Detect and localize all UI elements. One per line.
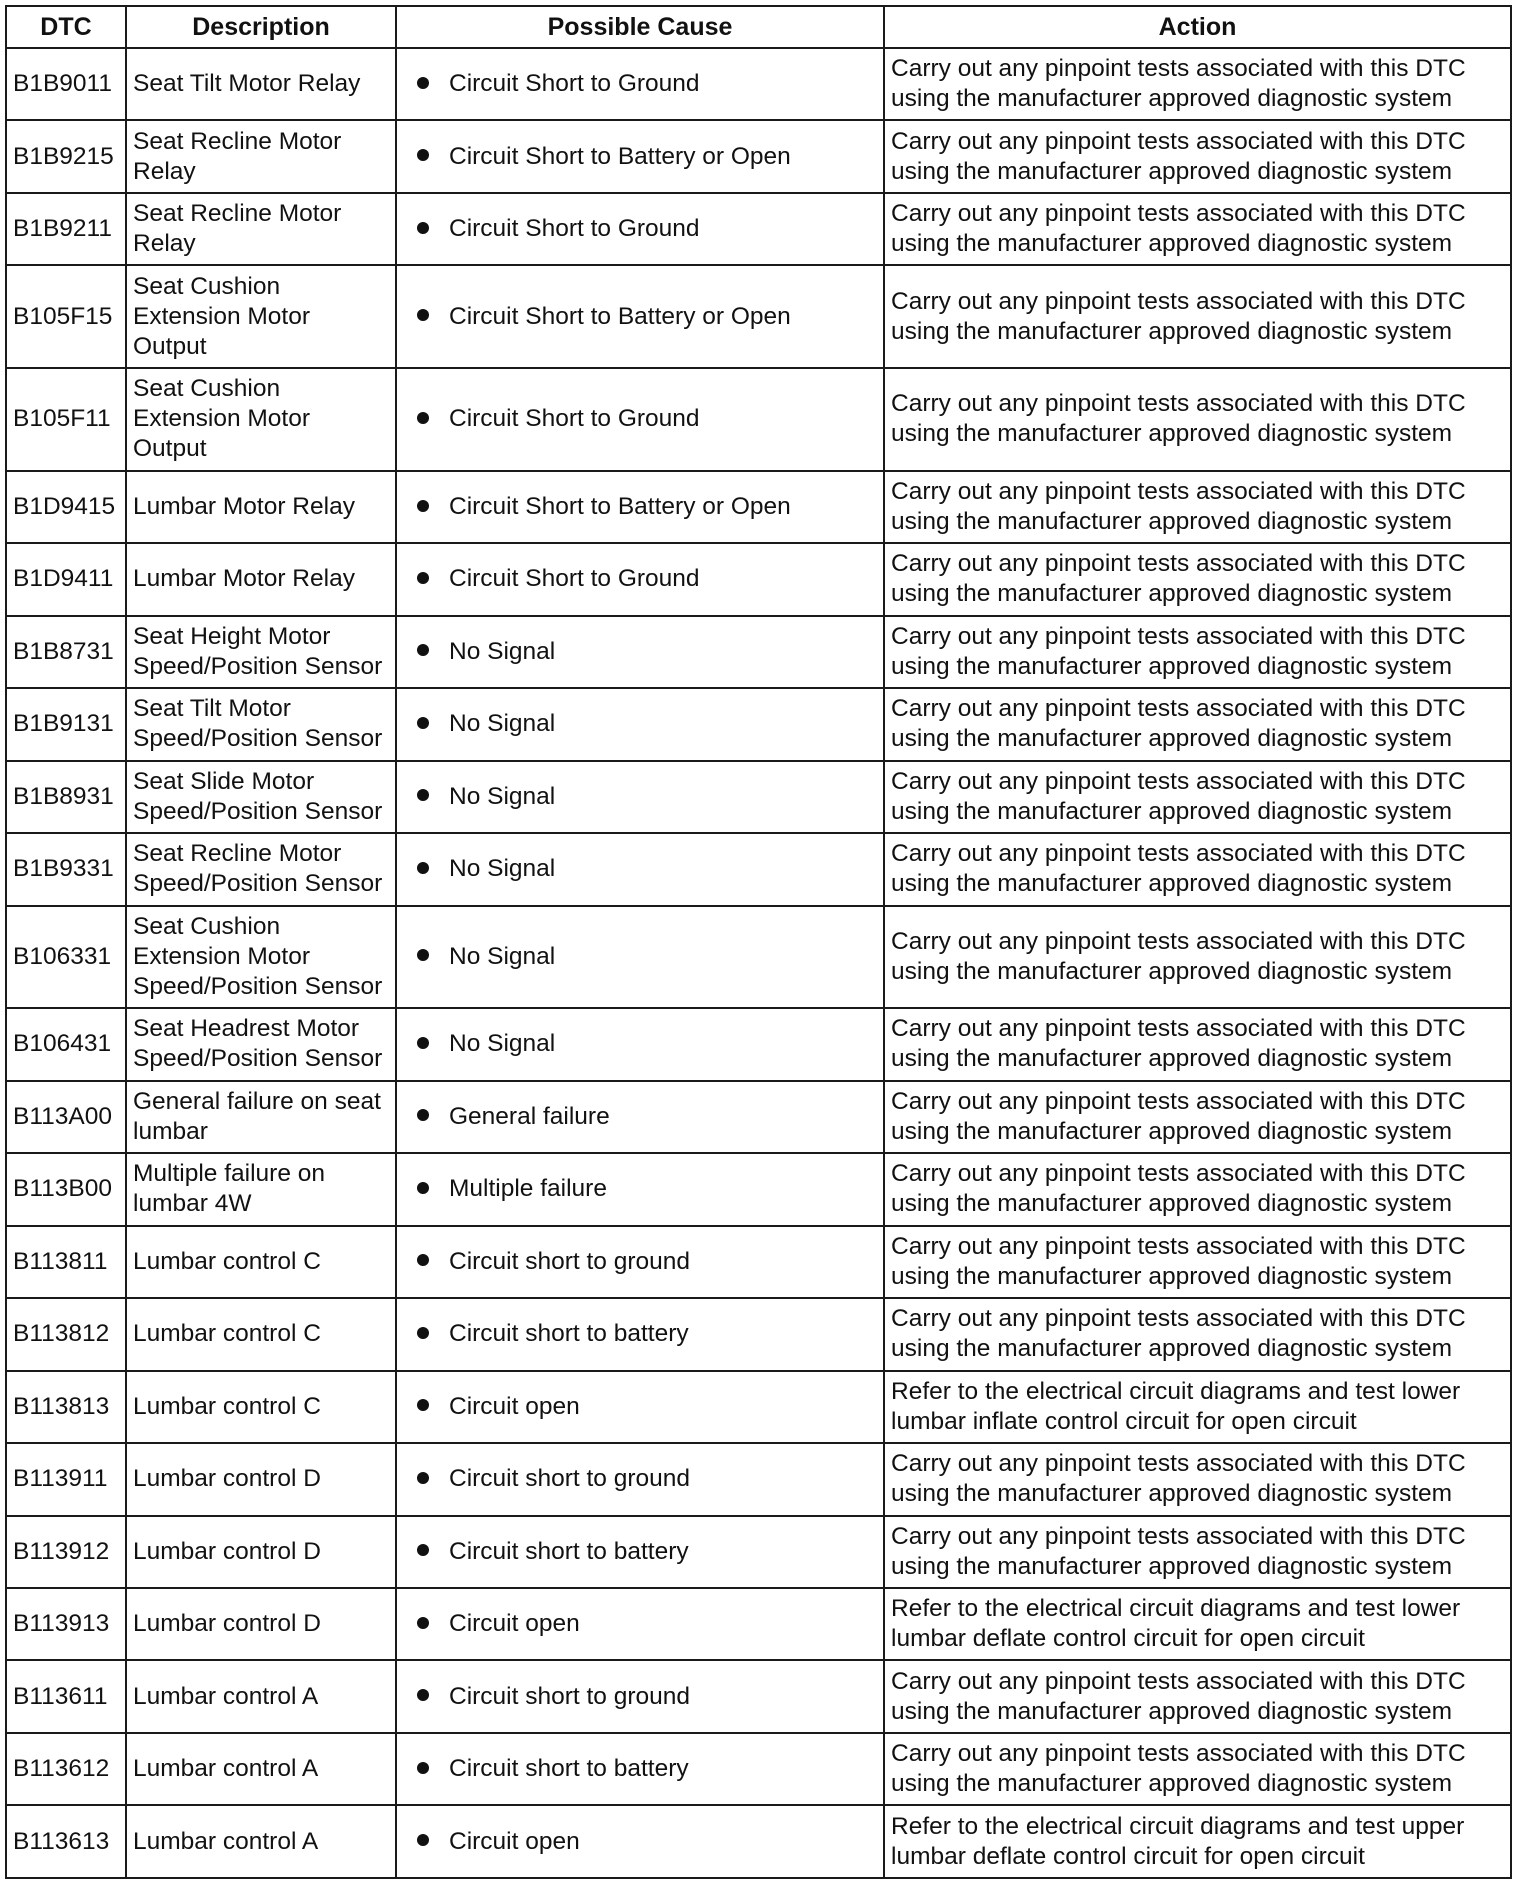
header-possible-cause: Possible Cause bbox=[396, 6, 884, 48]
possible-cause-text: Circuit Short to Ground bbox=[449, 70, 700, 98]
possible-cause-cell bbox=[396, 688, 884, 760]
possible-cause-cell bbox=[396, 1008, 884, 1080]
action-text: Carry out any pinpoint tests associated with this DTC using the manufacturer approved diagnostic system bbox=[884, 1081, 1511, 1153]
bullet-icon bbox=[417, 1109, 429, 1121]
dtc-code: B1B9215 bbox=[6, 120, 126, 192]
dtc-code: B1B9211 bbox=[6, 193, 126, 265]
possible-cause-cell bbox=[396, 543, 884, 615]
possible-cause-cell bbox=[396, 368, 884, 471]
header-description: Description bbox=[126, 6, 396, 48]
table-row bbox=[6, 906, 1511, 1009]
possible-cause-cell bbox=[396, 1805, 884, 1878]
possible-cause-cell bbox=[396, 265, 884, 368]
possible-cause-text: Circuit open bbox=[449, 1610, 580, 1638]
possible-cause-text: Circuit Short to Battery or Open bbox=[449, 302, 791, 330]
header-dtc: DTC bbox=[6, 6, 126, 48]
bullet-icon bbox=[417, 1327, 429, 1339]
action-text: Carry out any pinpoint tests associated with this DTC using the manufacturer approved diagnostic system bbox=[884, 471, 1511, 543]
dtc-description: Seat Tilt Motor Speed/Position Sensor bbox=[126, 688, 396, 760]
dtc-description: Lumbar control A bbox=[126, 1805, 396, 1878]
action-text: Carry out any pinpoint tests associated with this DTC using the manufacturer approved diagnostic system bbox=[884, 833, 1511, 905]
table-row bbox=[6, 761, 1511, 833]
dtc-description: Seat Recline Motor Speed/Position Sensor bbox=[126, 833, 396, 905]
dtc-code: B1B8731 bbox=[6, 616, 126, 688]
dtc-code: B1B9331 bbox=[6, 833, 126, 905]
action-text: Carry out any pinpoint tests associated with this DTC using the manufacturer approved diagnostic system bbox=[884, 48, 1511, 120]
possible-cause-text: No Signal bbox=[449, 710, 556, 738]
dtc-description: Lumbar control A bbox=[126, 1733, 396, 1805]
possible-cause-cell bbox=[396, 833, 884, 905]
possible-cause-cell bbox=[396, 1443, 884, 1515]
possible-cause-text: Circuit short to ground bbox=[449, 1682, 691, 1710]
dtc-description: Seat Cushion Extension Motor Output bbox=[126, 368, 396, 471]
bullet-icon bbox=[417, 412, 429, 424]
action-text: Carry out any pinpoint tests associated with this DTC using the manufacturer approved diagnostic system bbox=[884, 368, 1511, 471]
possible-cause-cell bbox=[396, 1371, 884, 1443]
dtc-description: Multiple failure on lumbar 4W bbox=[126, 1153, 396, 1225]
table-row bbox=[6, 616, 1511, 688]
possible-cause-text: Circuit open bbox=[449, 1392, 580, 1420]
action-text: Carry out any pinpoint tests associated with this DTC using the manufacturer approved diagnostic system bbox=[884, 1733, 1511, 1805]
bullet-icon bbox=[417, 789, 429, 801]
bullet-icon bbox=[417, 222, 429, 234]
bullet-icon bbox=[417, 1182, 429, 1194]
table-row bbox=[6, 1298, 1511, 1370]
possible-cause-text: Circuit Short to Ground bbox=[449, 215, 700, 243]
dtc-description: Seat Recline Motor Relay bbox=[126, 193, 396, 265]
possible-cause-text: Circuit short to battery bbox=[449, 1537, 689, 1565]
bullet-icon bbox=[417, 1834, 429, 1846]
possible-cause-cell bbox=[396, 471, 884, 543]
possible-cause-text: Circuit Short to Ground bbox=[449, 565, 700, 593]
table-row bbox=[6, 1226, 1511, 1298]
table-row bbox=[6, 471, 1511, 543]
table-row bbox=[6, 1516, 1511, 1588]
bullet-icon bbox=[417, 1762, 429, 1774]
bullet-icon bbox=[417, 149, 429, 161]
table-row bbox=[6, 1153, 1511, 1225]
dtc-code: B113811 bbox=[6, 1226, 126, 1298]
table-row bbox=[6, 1660, 1511, 1732]
dtc-description: Lumbar control C bbox=[126, 1298, 396, 1370]
dtc-code: B113612 bbox=[6, 1733, 126, 1805]
possible-cause-cell bbox=[396, 616, 884, 688]
possible-cause-text: Multiple failure bbox=[449, 1175, 607, 1203]
table-header bbox=[6, 6, 1511, 48]
table-row bbox=[6, 1805, 1511, 1878]
possible-cause-text: Circuit Short to Ground bbox=[449, 405, 700, 433]
dtc-code: B113911 bbox=[6, 1443, 126, 1515]
table-row bbox=[6, 48, 1511, 120]
dtc-code: B113611 bbox=[6, 1660, 126, 1732]
table-row bbox=[6, 1008, 1511, 1080]
possible-cause-cell bbox=[396, 1733, 884, 1805]
possible-cause-text: No Signal bbox=[449, 1030, 556, 1058]
dtc-description: Lumbar Motor Relay bbox=[126, 543, 396, 615]
bullet-icon bbox=[417, 572, 429, 584]
dtc-table bbox=[5, 5, 1512, 1879]
action-text: Carry out any pinpoint tests associated with this DTC using the manufacturer approved diagnostic system bbox=[884, 120, 1511, 192]
possible-cause-cell bbox=[396, 193, 884, 265]
dtc-code: B113B00 bbox=[6, 1153, 126, 1225]
bullet-icon bbox=[417, 644, 429, 656]
dtc-description: General failure on seat lumbar bbox=[126, 1081, 396, 1153]
possible-cause-cell bbox=[396, 1226, 884, 1298]
dtc-description: Seat Height Motor Speed/Position Sensor bbox=[126, 616, 396, 688]
dtc-description: Lumbar control D bbox=[126, 1516, 396, 1588]
dtc-description: Lumbar control C bbox=[126, 1226, 396, 1298]
dtc-description: Seat Cushion Extension Motor Speed/Position Sensor bbox=[126, 906, 396, 1009]
possible-cause-cell bbox=[396, 1081, 884, 1153]
bullet-icon bbox=[417, 862, 429, 874]
dtc-code: B106331 bbox=[6, 906, 126, 1009]
dtc-code: B1D9415 bbox=[6, 471, 126, 543]
action-text: Refer to the electrical circuit diagrams and test lower lumbar deflate control circuit for open circuit bbox=[884, 1588, 1511, 1660]
bullet-icon bbox=[417, 1037, 429, 1049]
table-row bbox=[6, 688, 1511, 760]
dtc-code: B113A00 bbox=[6, 1081, 126, 1153]
table-body bbox=[6, 48, 1511, 1878]
action-text: Carry out any pinpoint tests associated with this DTC using the manufacturer approved diagnostic system bbox=[884, 616, 1511, 688]
dtc-code: B1B9131 bbox=[6, 688, 126, 760]
possible-cause-text: No Signal bbox=[449, 942, 556, 970]
dtc-description: Seat Headrest Motor Speed/Position Sensor bbox=[126, 1008, 396, 1080]
dtc-description: Seat Cushion Extension Motor Output bbox=[126, 265, 396, 368]
dtc-code: B105F15 bbox=[6, 265, 126, 368]
dtc-description: Lumbar control A bbox=[126, 1660, 396, 1732]
dtc-code: B113913 bbox=[6, 1588, 126, 1660]
table-row bbox=[6, 1081, 1511, 1153]
possible-cause-cell bbox=[396, 1153, 884, 1225]
dtc-description: Seat Recline Motor Relay bbox=[126, 120, 396, 192]
table-row bbox=[6, 1588, 1511, 1660]
action-text: Carry out any pinpoint tests associated with this DTC using the manufacturer approved diagnostic system bbox=[884, 761, 1511, 833]
bullet-icon bbox=[417, 77, 429, 89]
possible-cause-cell bbox=[396, 120, 884, 192]
table-row bbox=[6, 543, 1511, 615]
possible-cause-text: No Signal bbox=[449, 637, 556, 665]
possible-cause-cell bbox=[396, 1588, 884, 1660]
action-text: Carry out any pinpoint tests associated with this DTC using the manufacturer approved diagnostic system bbox=[884, 1226, 1511, 1298]
dtc-description: Lumbar control D bbox=[126, 1588, 396, 1660]
dtc-code: B113613 bbox=[6, 1805, 126, 1878]
possible-cause-text: No Signal bbox=[449, 782, 556, 810]
dtc-code: B113812 bbox=[6, 1298, 126, 1370]
action-text: Carry out any pinpoint tests associated with this DTC using the manufacturer approved diagnostic system bbox=[884, 1660, 1511, 1732]
dtc-code: B106431 bbox=[6, 1008, 126, 1080]
possible-cause-text: Circuit Short to Battery or Open bbox=[449, 492, 791, 520]
action-text: Carry out any pinpoint tests associated with this DTC using the manufacturer approved diagnostic system bbox=[884, 1298, 1511, 1370]
bullet-icon bbox=[417, 1472, 429, 1484]
action-text: Carry out any pinpoint tests associated with this DTC using the manufacturer approved diagnostic system bbox=[884, 1516, 1511, 1588]
possible-cause-cell bbox=[396, 48, 884, 120]
dtc-description: Seat Tilt Motor Relay bbox=[126, 48, 396, 120]
action-text: Carry out any pinpoint tests associated with this DTC using the manufacturer approved diagnostic system bbox=[884, 906, 1511, 1009]
header-action: Action bbox=[884, 6, 1511, 48]
bullet-icon bbox=[417, 1689, 429, 1701]
action-text: Carry out any pinpoint tests associated with this DTC using the manufacturer approved diagnostic system bbox=[884, 1443, 1511, 1515]
dtc-code: B113813 bbox=[6, 1371, 126, 1443]
table-row bbox=[6, 265, 1511, 368]
table-row bbox=[6, 833, 1511, 905]
possible-cause-text: Circuit short to ground bbox=[449, 1465, 691, 1493]
action-text: Carry out any pinpoint tests associated with this DTC using the manufacturer approved diagnostic system bbox=[884, 1153, 1511, 1225]
action-text: Refer to the electrical circuit diagrams and test lower lumbar inflate control circuit for open circuit bbox=[884, 1371, 1511, 1443]
bullet-icon bbox=[417, 717, 429, 729]
dtc-description: Lumbar Motor Relay bbox=[126, 471, 396, 543]
bullet-icon bbox=[417, 1544, 429, 1556]
action-text: Refer to the electrical circuit diagrams and test upper lumbar deflate control circuit for open circuit bbox=[884, 1805, 1511, 1878]
table-row bbox=[6, 1371, 1511, 1443]
possible-cause-cell bbox=[396, 906, 884, 1009]
possible-cause-text: Circuit short to ground bbox=[449, 1247, 691, 1275]
dtc-description: Lumbar control D bbox=[126, 1443, 396, 1515]
action-text: Carry out any pinpoint tests associated with this DTC using the manufacturer approved diagnostic system bbox=[884, 193, 1511, 265]
dtc-description: Lumbar control C bbox=[126, 1371, 396, 1443]
bullet-icon bbox=[417, 1399, 429, 1411]
dtc-description: Seat Slide Motor Speed/Position Sensor bbox=[126, 761, 396, 833]
bullet-icon bbox=[417, 1617, 429, 1629]
bullet-icon bbox=[417, 949, 429, 961]
possible-cause-text: Circuit short to battery bbox=[449, 1320, 689, 1348]
possible-cause-cell bbox=[396, 761, 884, 833]
dtc-code: B1B9011 bbox=[6, 48, 126, 120]
possible-cause-text: No Signal bbox=[449, 855, 556, 883]
possible-cause-text: Circuit open bbox=[449, 1827, 580, 1855]
bullet-icon bbox=[417, 1254, 429, 1266]
action-text: Carry out any pinpoint tests associated with this DTC using the manufacturer approved diagnostic system bbox=[884, 543, 1511, 615]
header-row bbox=[6, 6, 1511, 48]
dtc-code: B105F11 bbox=[6, 368, 126, 471]
dtc-code: B1B8931 bbox=[6, 761, 126, 833]
dtc-code: B113912 bbox=[6, 1516, 126, 1588]
possible-cause-text: General failure bbox=[449, 1102, 610, 1130]
possible-cause-cell bbox=[396, 1516, 884, 1588]
possible-cause-cell bbox=[396, 1298, 884, 1370]
action-text: Carry out any pinpoint tests associated with this DTC using the manufacturer approved diagnostic system bbox=[884, 265, 1511, 368]
dtc-code: B1D9411 bbox=[6, 543, 126, 615]
table-row bbox=[6, 193, 1511, 265]
table-row bbox=[6, 1443, 1511, 1515]
bullet-icon bbox=[417, 309, 429, 321]
table-row bbox=[6, 1733, 1511, 1805]
possible-cause-cell bbox=[396, 1660, 884, 1732]
action-text: Carry out any pinpoint tests associated with this DTC using the manufacturer approved diagnostic system bbox=[884, 688, 1511, 760]
table-row bbox=[6, 368, 1511, 471]
bullet-icon bbox=[417, 500, 429, 512]
possible-cause-text: Circuit short to battery bbox=[449, 1755, 689, 1783]
table-row bbox=[6, 120, 1511, 192]
action-text: Carry out any pinpoint tests associated with this DTC using the manufacturer approved diagnostic system bbox=[884, 1008, 1511, 1080]
possible-cause-text: Circuit Short to Battery or Open bbox=[449, 142, 791, 170]
